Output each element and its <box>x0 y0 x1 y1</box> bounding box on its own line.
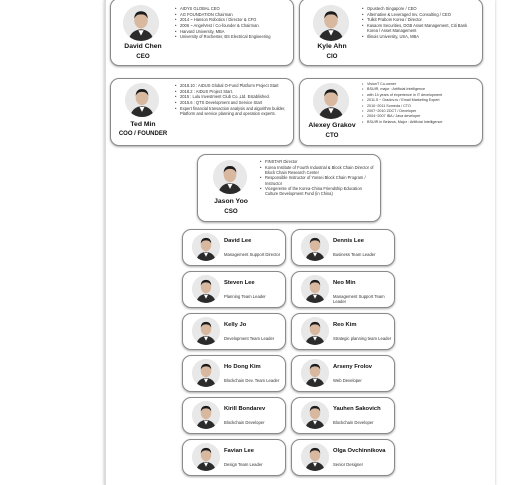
bullet-item: • Vicegerente of the Korea-China Friendship Education Culture Development Fund (in China) <box>260 186 376 196</box>
member-role: Blockchain Developer <box>333 420 374 425</box>
bullet-item: • Illinois University, USA, MBA <box>362 34 478 39</box>
person-photo-icon <box>313 83 349 119</box>
avatar <box>192 359 220 387</box>
profile-role: COO / FOUNDER <box>118 131 168 137</box>
person-photo-icon <box>125 83 159 117</box>
profile-name: Jason Yoo <box>214 198 248 205</box>
member-name: Steven Lee <box>224 280 255 286</box>
avatar <box>301 401 329 429</box>
profile-bullets <box>260 159 376 197</box>
bullet-item: • AG FOUNDATION Chairman <box>175 12 289 17</box>
avatar <box>192 443 220 471</box>
person-photo-icon <box>301 359 329 387</box>
bullet-item: • BSUIR, major : Artificial Intelligence <box>362 87 480 92</box>
avatar <box>192 317 220 345</box>
member-role: Planning Team Leader <box>224 294 266 299</box>
member-name: Reo Kim <box>333 322 357 328</box>
member-name: Favian Lee <box>224 448 254 454</box>
profile-card-cso <box>197 154 381 222</box>
member-card <box>291 355 395 392</box>
person-photo-icon <box>301 275 329 303</box>
avatar <box>301 443 329 471</box>
member-card <box>182 439 286 476</box>
person-photo-icon <box>192 275 220 303</box>
person-photo-icon <box>192 359 220 387</box>
member-name: Kirill Bondarev <box>224 406 266 412</box>
bullet-item: • 2014 ~ Hanson Robotics / Director & CFO <box>175 17 289 22</box>
person-photo-icon <box>313 5 349 41</box>
avatar <box>125 83 159 117</box>
member-name: David Lee <box>224 238 252 244</box>
profile-card-cto <box>299 78 483 146</box>
bullet-item: • Expert financial transaction analysis and algorithm builder, Platform and service planning and operation experts. <box>175 106 291 116</box>
member-name: Neo Min <box>333 280 356 286</box>
bullet-item: • University of Rochester, BS Electrical Engineering <box>175 34 289 39</box>
member-card <box>182 355 286 392</box>
avatar <box>313 83 349 119</box>
avatar <box>301 359 329 387</box>
bullet-item: • 2007~2010 ZDCT / Developer <box>362 109 480 114</box>
bullet-item: • 2006 ~ AngelVest / Co-founder & Chairman <box>175 23 289 28</box>
profile-name: Kyle Ahn <box>317 43 347 50</box>
bullet-item: • FINSTAR Director <box>260 159 376 164</box>
avatar <box>313 5 349 41</box>
member-role: Blockchain Dev. Team Leader <box>224 378 280 383</box>
person-photo-icon <box>192 317 220 345</box>
person-photo-icon <box>301 317 329 345</box>
bullet-item: • Harvard University, MBA <box>175 29 289 34</box>
member-card <box>291 439 395 476</box>
member-card <box>291 271 395 308</box>
profile-bullets <box>362 82 480 125</box>
bullet-item: • 2015 : Lulu Investment Club Co.,Ltd. Established. <box>175 94 291 99</box>
member-role: Web Developer <box>333 378 362 383</box>
bullet-item: • with 14 years of experience in IT development <box>362 93 480 98</box>
member-name: Dennis Lee <box>333 238 364 244</box>
member-card <box>182 229 286 266</box>
person-photo-icon <box>301 401 329 429</box>
profile-name: Ted Min <box>130 121 156 128</box>
profile-name: David Chen <box>124 43 162 50</box>
bullet-item: • Alternative & Leveraged Inv. Consulting / CEO <box>362 12 478 17</box>
profile-bullets <box>175 83 291 117</box>
avatar <box>301 275 329 303</box>
avatar <box>192 233 220 261</box>
profile-name: Alexey Grakov <box>308 122 356 129</box>
member-card <box>182 313 286 350</box>
profile-bullets <box>175 6 289 40</box>
avatar <box>192 275 220 303</box>
avatar <box>192 401 220 429</box>
bullet-item: • 2015.6 : QTS Development and Service Start <box>175 100 291 105</box>
bullet-item: • Responsible Instructor of Yonsei Block Chain Program / Instructor <box>260 175 376 185</box>
member-role: Design Team Leader <box>224 462 263 467</box>
member-card <box>182 397 286 434</box>
bullet-item: • AIDYS GLOBAL CEO <box>175 6 289 11</box>
profile-card-coo <box>110 78 294 146</box>
person-photo-icon <box>192 401 220 429</box>
avatar <box>301 317 329 345</box>
member-role: Blockchain Developer <box>224 420 265 425</box>
member-card <box>182 271 286 308</box>
person-photo-icon <box>192 443 220 471</box>
member-name: Kelly Jo <box>224 322 247 328</box>
bullet-item: • 2010~2011 Someda / CTO <box>362 104 480 109</box>
bullet-item: • Korea Institute of Fourth Industrial & Block Chain Director of Block Chain Research Center <box>260 165 376 175</box>
profile-bullets <box>362 6 478 40</box>
avatar <box>301 233 329 261</box>
member-role: Business Team Leader <box>333 252 376 257</box>
profile-role: CTO <box>325 132 339 139</box>
profile-role: CEO <box>136 53 150 60</box>
bullet-item: • VisionT Co-owner <box>362 82 480 87</box>
member-card <box>291 229 395 266</box>
bullet-item: • 2018.10 : AIDUS Global O-Fund Platform Project Start <box>175 83 291 88</box>
person-photo-icon <box>301 233 329 261</box>
member-name: Olga Ovchinnikova <box>333 448 386 454</box>
avatar <box>213 160 247 194</box>
member-role: Senior Designer <box>333 462 364 467</box>
bullet-item: • BSUIR in Belarus, Major : Artificial Intelligence <box>362 120 480 125</box>
person-photo-icon <box>192 233 220 261</box>
person-photo-icon <box>301 443 329 471</box>
member-role: Management Support Team Leader <box>333 294 385 304</box>
member-name: Arseny Frolov <box>333 364 372 370</box>
bullet-item: • Kasaom Securities, DGB Asset Management, Citi Bank Korea / Asset Management <box>362 23 478 33</box>
profile-card-cio <box>299 0 483 66</box>
person-photo-icon <box>213 160 247 194</box>
member-card <box>291 313 395 350</box>
avatar <box>123 5 159 41</box>
bullet-item: • 2004~2007 IBA / Java developer <box>362 114 480 119</box>
member-name: Yauhen Sakovich <box>333 406 381 412</box>
member-role: Development Team Leader <box>224 336 275 341</box>
bullet-item: • 2018.2 : AIDUS Project Start. <box>175 89 291 94</box>
member-role: Strategic planning team Leader <box>333 336 392 341</box>
profile-role: CSO <box>224 208 238 215</box>
bullet-item: • 2011.5 ~ Gradov.ru / Email Marketing Expert <box>362 98 480 103</box>
person-photo-icon <box>123 5 159 41</box>
member-role: Management Support Director <box>224 252 281 257</box>
member-name: Ho Dong Kim <box>224 364 261 370</box>
profile-card-ceo <box>110 0 294 66</box>
member-card <box>291 397 395 434</box>
profile-role: CIO <box>326 53 338 60</box>
bullet-item: • Tulkit Prabom Korea / Director <box>362 17 478 22</box>
bullet-item: • Opustech Singapore / CEO <box>362 6 478 11</box>
left-edge-line <box>104 0 106 485</box>
